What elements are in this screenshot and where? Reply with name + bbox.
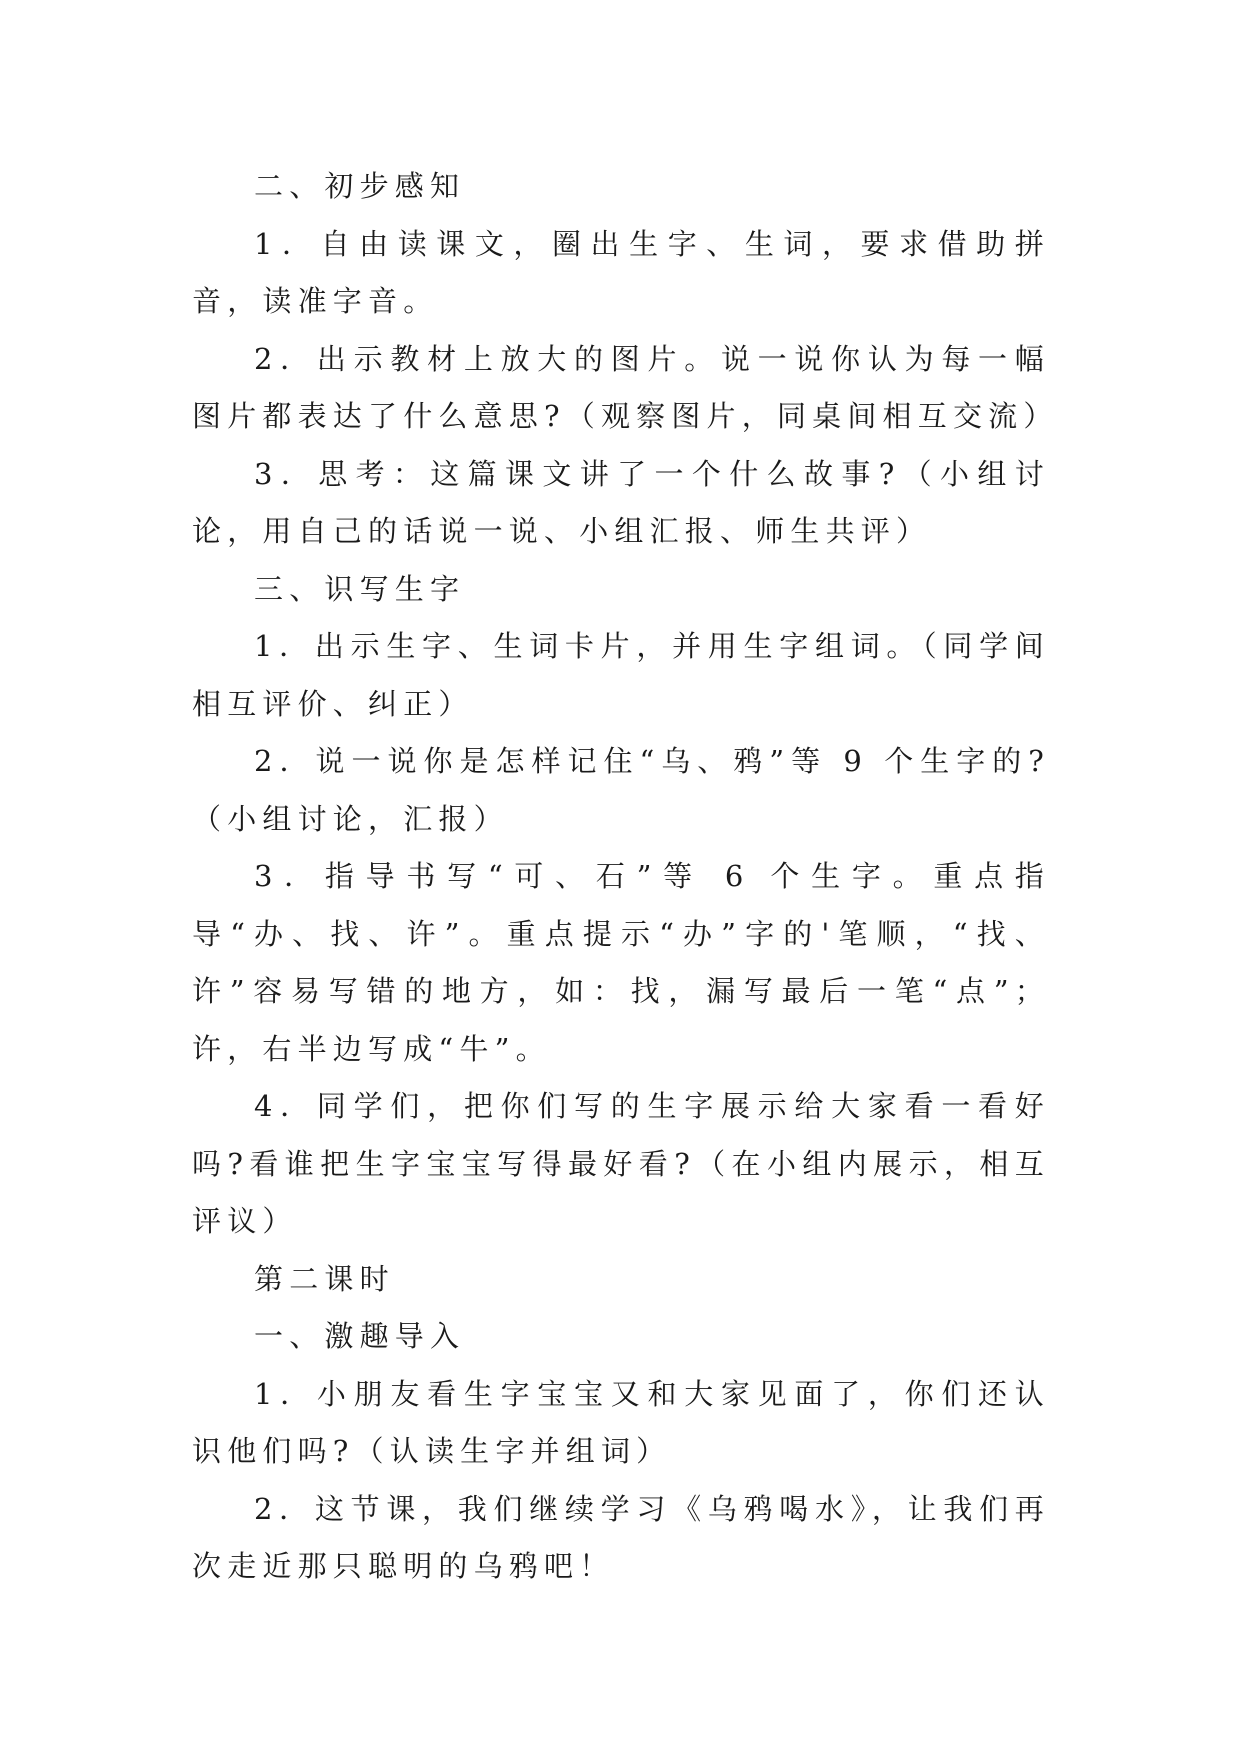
document-body: [192, 158, 1059, 1596]
section-heading-initial-perception: 二、初步感知: [254, 169, 466, 203]
section-heading-second-lesson: 第二课时: [254, 1261, 395, 1296]
paragraph-item-2-show-pictures: 2．出示教材上放大的图片。说一说你认为每一幅图片都表达了什么意思?（观察图片，同桌间相互交流）: [192, 341, 1059, 433]
paragraph-item-1-review-characters: 1．小朋友看生字宝宝又和大家见面了，你们还认识他们吗?（认读生字并组词）: [192, 1376, 1050, 1468]
section-heading-interest-intro: 一、激趣导入: [254, 1319, 466, 1353]
paragraph-item-1-free-reading: 1．自由读课文，圈出生字、生词，要求借助拼音，读准字音。: [192, 226, 1050, 318]
paragraph-item-4-show-writing: 4．同学们，把你们写的生字展示给大家看一看好吗?看谁把生字宝宝写得最好看?（在小组内展示，相互评议）: [192, 1089, 1050, 1238]
paragraph-item-1-word-cards: 1．出示生字、生词卡片，并用生字组词。（同学间相互评价、纠正）: [192, 629, 1050, 721]
section-heading-learn-characters: 三、识写生字: [254, 571, 466, 606]
paragraph-item-3-writing-guidance: 3．指导书写“可、石”等 6 个生字。重点指导“办、找、许”。重点提示“办”字的'笔顺，“找、许”容易写错的地方，如：找，漏写最后一笔“点”；许，右半边写成“牛”。: [192, 859, 1050, 1066]
paragraph-item-3-think-story: 3．思考：这篇课文讲了一个什么故事?（小组讨论，用自己的话说一说、小组汇报、师生共评）: [192, 456, 1050, 548]
paragraph-item-2-remember-characters: 2．说一说你是怎样记住“乌、鸦”等 9 个生字的?（小组讨论，汇报）: [192, 744, 1050, 836]
paragraph-item-2-continue-lesson: 2．这节课，我们继续学习《乌鸦喝水》，让我们再次走近那只聪明的乌鸦吧！: [192, 1491, 1050, 1583]
